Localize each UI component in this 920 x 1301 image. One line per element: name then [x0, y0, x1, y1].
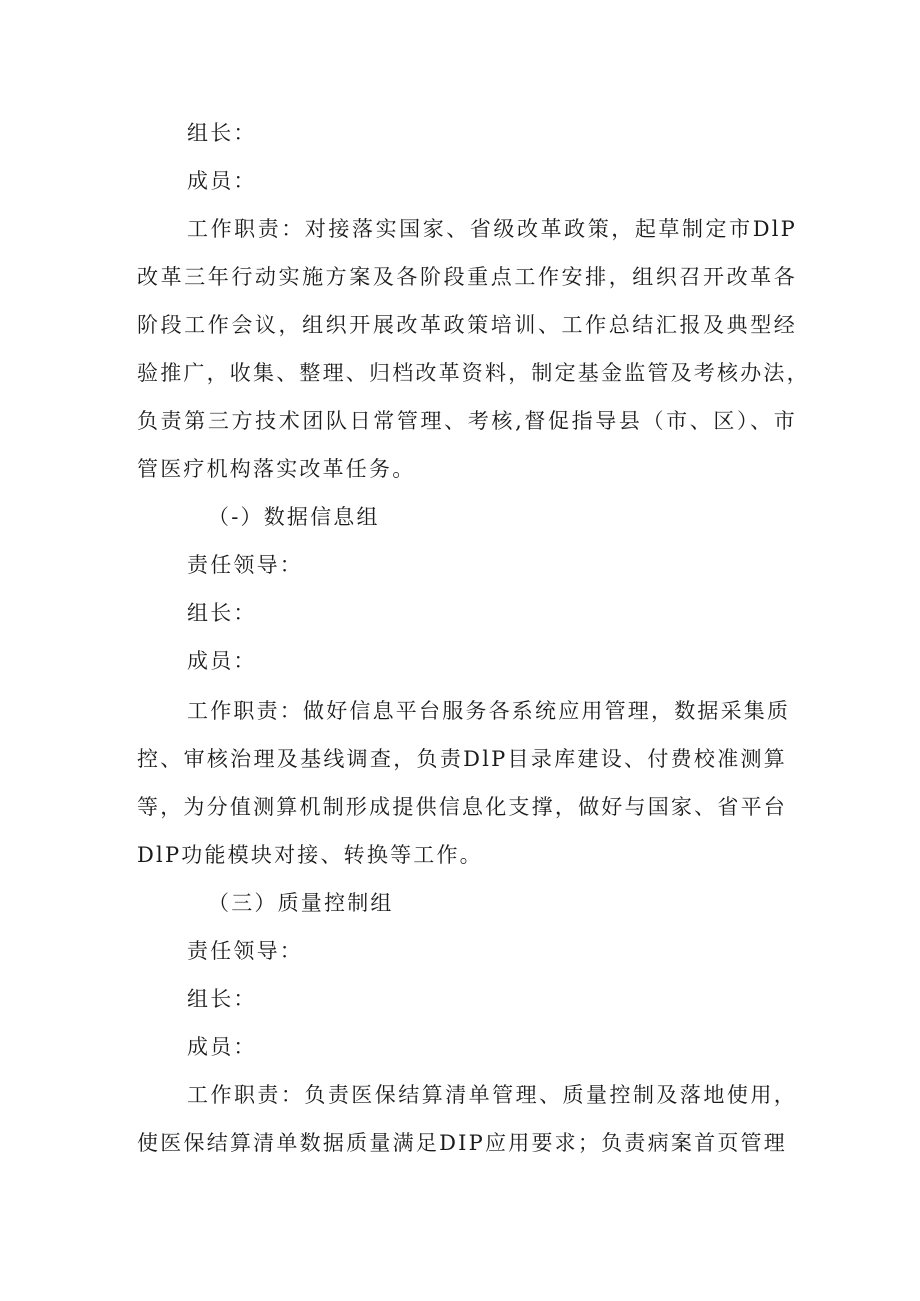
duty-paragraph-line: 工作职责：负责医保结算清单管理、质量控制及落地使用，: [187, 1083, 797, 1107]
member-label: 成员：: [187, 649, 257, 673]
duty-paragraph-line: 工作职责：做好信息平台服务各系统应用管理，数据采集质: [187, 699, 791, 723]
duty-paragraph-line: 验推广，收集、整理、归档改革资料，制定基金监管及考核办法，: [137, 361, 810, 385]
section-heading: （-）数据信息组: [208, 505, 380, 529]
responsible-leader-label: 责任领导：: [187, 939, 303, 963]
leader-label: 组长：: [187, 121, 257, 145]
responsible-leader-label: 责任领导：: [187, 553, 303, 577]
duty-paragraph-line: 工作职责：对接落实国家、省级改革政策，起草制定市DlP: [187, 217, 797, 241]
duty-paragraph-line: 管医疗机构落实改革任务。: [137, 457, 416, 481]
duty-paragraph-line: DlP功能模块对接、转换等工作。: [137, 843, 483, 867]
member-label: 成员：: [187, 169, 257, 193]
duty-paragraph-line: 使医保结算清单数据质量满足DIP应用要求；负责病案首页管理: [137, 1131, 787, 1155]
duty-paragraph-line: 负责第三方技术团队日常管理、考核,督促指导县（市、区）、市: [137, 409, 797, 433]
duty-paragraph-line: 阶段工作会议，组织开展改革政策培训、工作总结汇报及典型经: [137, 313, 797, 337]
leader-label: 组长：: [187, 601, 257, 625]
duty-paragraph-line: 等，为分值测算机制形成提供信息化支撑，做好与国家、省平台: [137, 795, 787, 819]
section-heading: （三）质量控制组: [208, 891, 394, 915]
duty-paragraph-line: 改革三年行动实施方案及各阶段重点工作安排，组织召开改革各: [137, 265, 797, 289]
leader-label: 组长：: [187, 987, 257, 1011]
duty-paragraph-line: 控、审核治理及基线调查，负责DlP目录库建设、付费校准测算: [137, 747, 787, 771]
member-label: 成员：: [187, 1035, 257, 1059]
